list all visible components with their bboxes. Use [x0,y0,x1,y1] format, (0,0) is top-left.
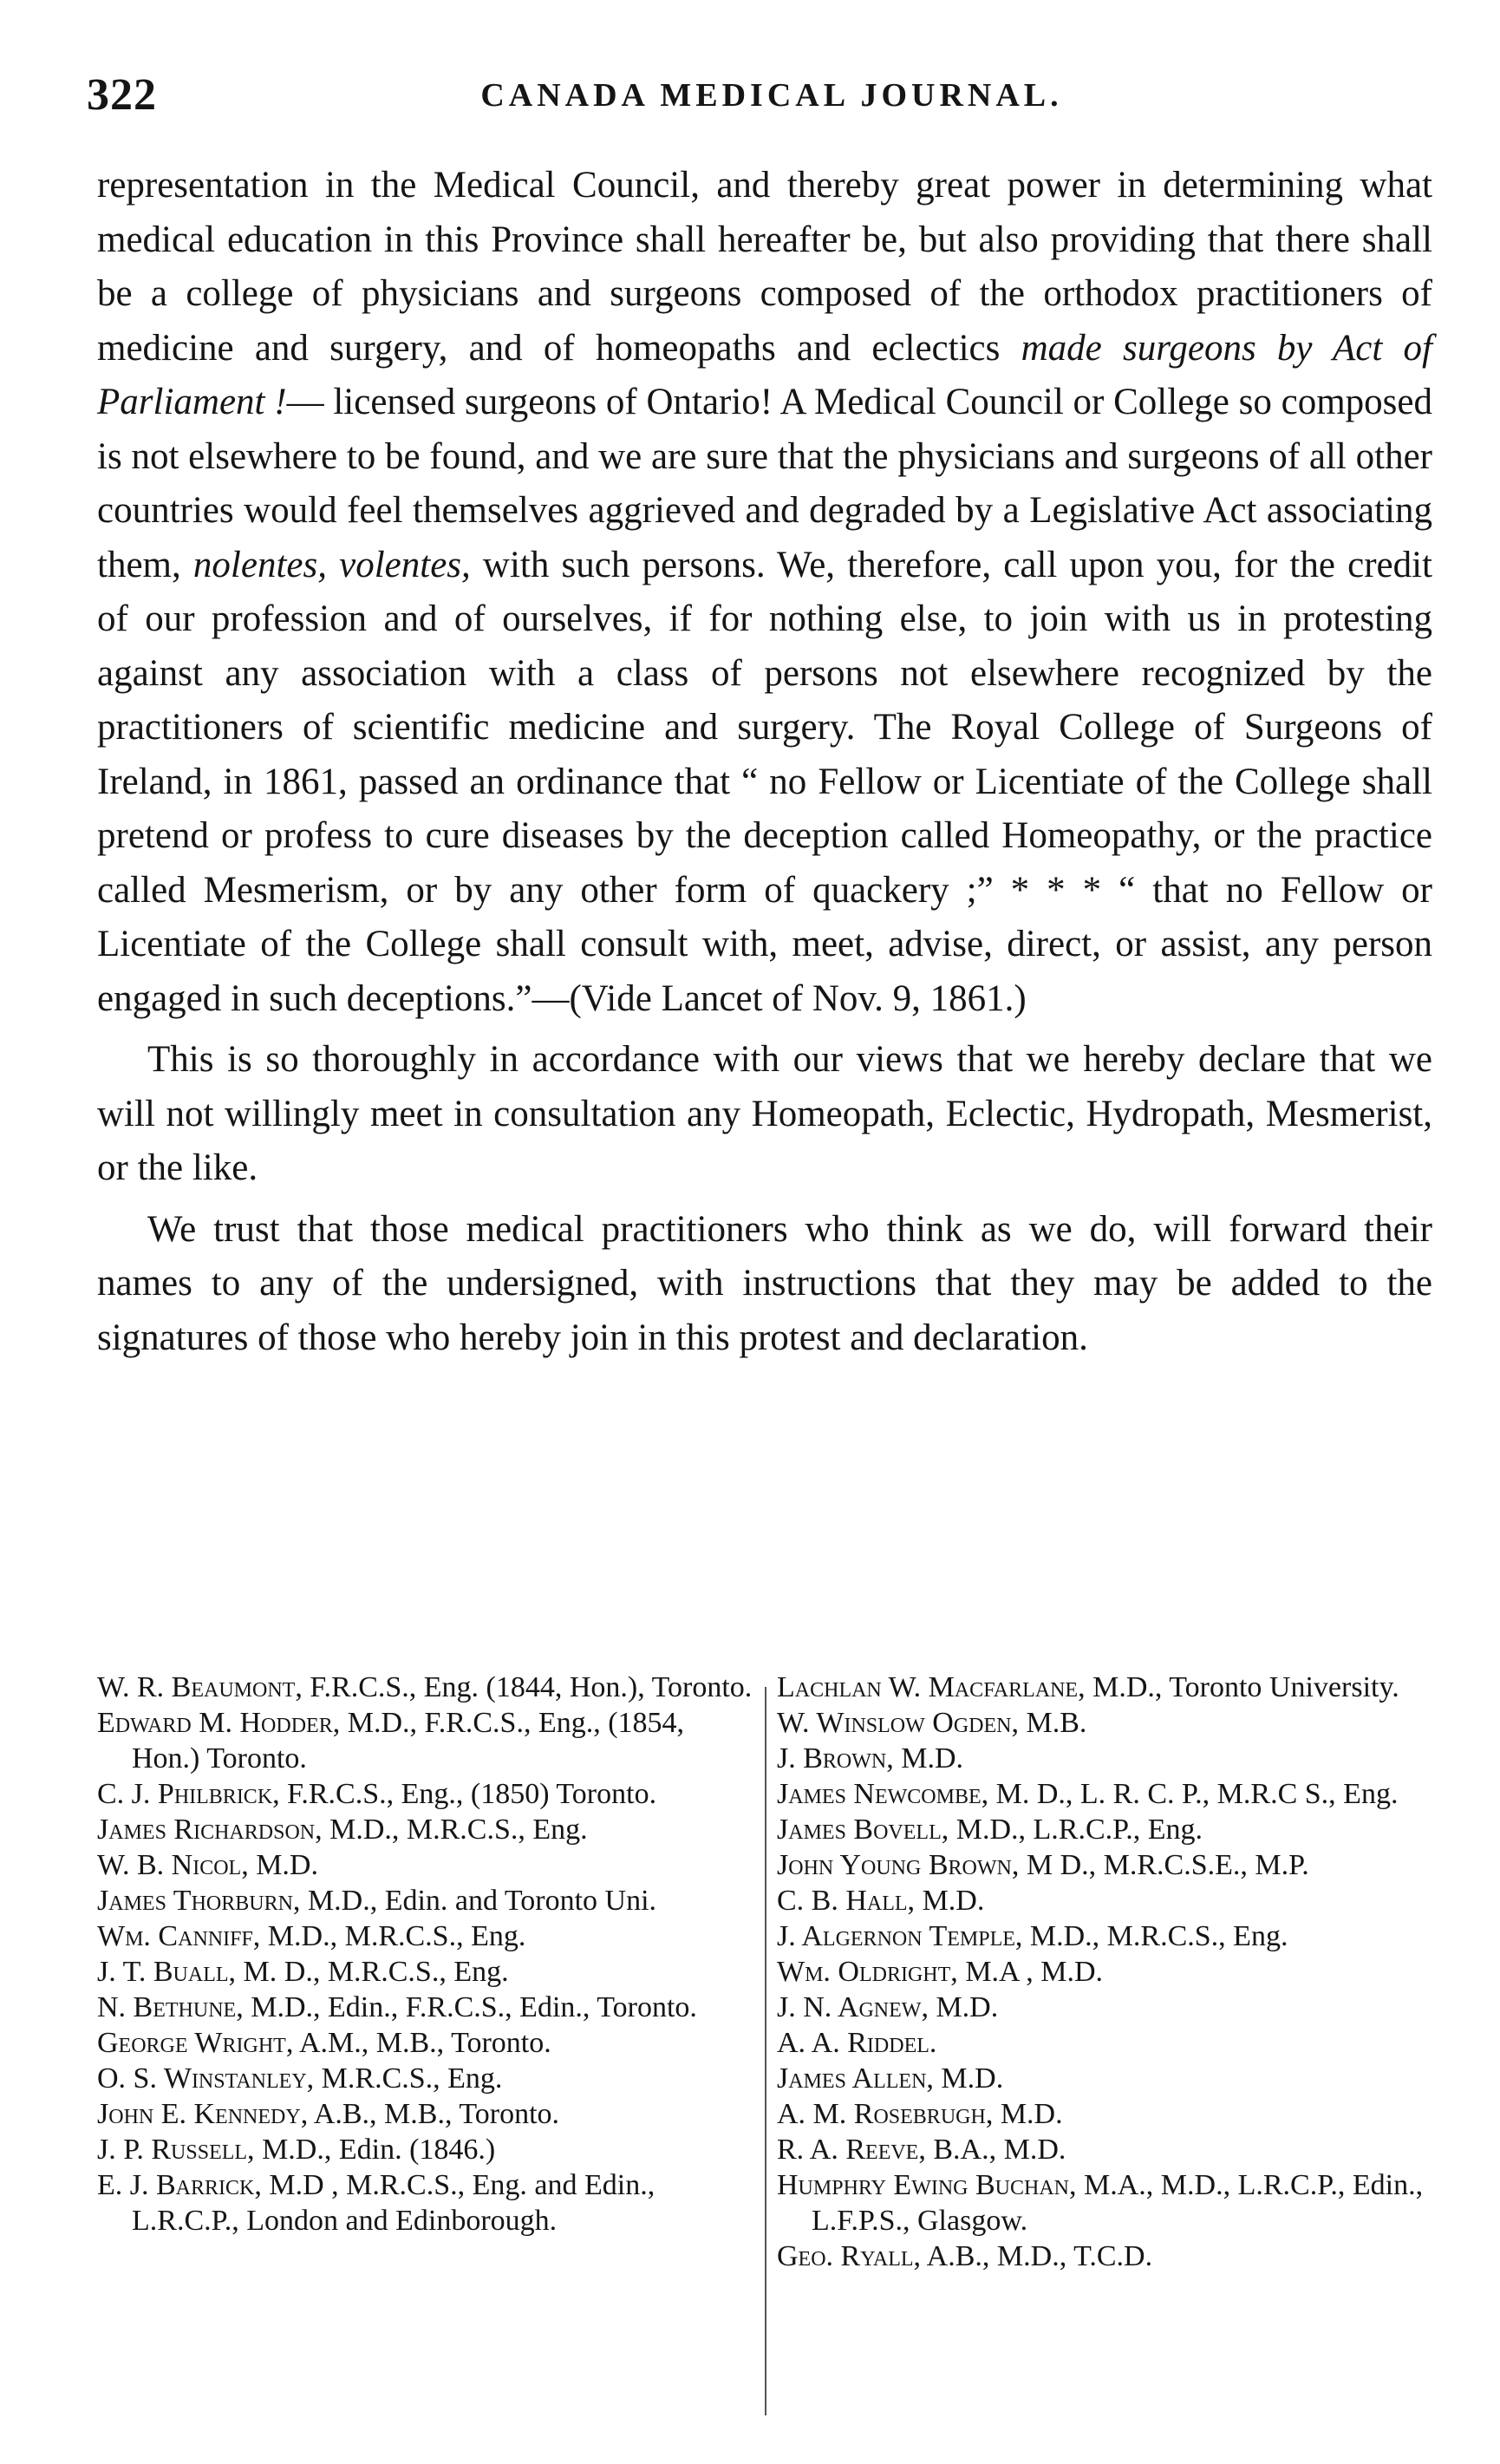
signatory-name: R. A. Reeve, [777,2134,926,2166]
signatory-credentials: F.R.C.S., Eng., (1850) Toronto. [279,1778,657,1810]
paragraph-1-text-a: representation in the Medical Council, and thereby great power in determining what medical education in this Province shall hereafter be, but also providing that there shall be a college of physicians and surgeons composed of the orthodox practitioners of medicine and surgery, and of homeopaths and eclectics [97,165,1432,369]
signature-entry [97,1847,756,1883]
signatory-credentials: M.A., M.D., L.R.C.P., Edin., L.F.P.S., Glasgow. [812,2169,1424,2237]
signature-entry [777,1990,1436,2025]
signature-entry [97,1705,756,1776]
paragraph-3: We trust that those medical practitioners who think as we do, will forward their names to any of the undersigned, with instructions that they may be added to the signatures of those who hereby join in this protest and declaration. [97,1208,1432,1358]
signature-entry [777,1670,1436,1705]
signatures-block [97,1670,1437,2433]
signatory-name: J. T. Buall, [97,1956,237,1988]
signatory-credentials: M.D , M.R.C.S., Eng. and Edin., L.R.C.P., London and Edinborough. [132,2169,655,2237]
signature-entry [97,2025,756,2061]
signatory-credentials: M.D., M.R.C.S., Eng. [322,1814,588,1846]
signatory-credentials: M. D., M.R.C.S., Eng. [236,1956,509,1988]
signatory-name: James Thorburn, [97,1885,301,1917]
signatory-credentials: M.R.C.S., Eng. [314,2062,503,2095]
signatory-credentials: M.D., F.R.C.S., Eng., (1854, Hon.) Toronto. [132,1707,685,1774]
signatory-name: J. N. Agnew, [777,1991,929,2023]
paragraph-1-text-c: with such persons. We, therefore, call upon you, for the credit of our profession and of ourselves, if for nothing else, to join with us in protesting against any association with a class of persons not elsewhere recognized by the practitioners of scientific medicine and surgery. The Royal College of Surgeons of Ireland, in 1861, passed an ordinance that “ no Fellow or Licentiate of the College shall pretend or profess to cure diseases by the deception called Homeopathy, or the practice called Mesmerism, or by any other form of quackery ;” * * * “ that no Fellow or Licentiate of the College shall consult with, meet, advise, direct, or assist, any person engaged in such deceptions.”—(Vide Lancet of Nov. 9, 1861.) [97,544,1432,1019]
signatory-credentials: M.D., Toronto University. [1085,1671,1399,1703]
signatory-credentials: M.D., M.R.C.S., Eng. [1022,1920,1288,1952]
signatory-name: A. A. Riddel. [777,2027,937,2059]
signature-entry [777,2061,1436,2096]
paragraph-2: This is so thoroughly in accordance with our views that we hereby declare that we will not willingly meet in consultation any Homeopath, Eclectic, Hydropath, Mesmerist, or the like. [97,1039,1432,1188]
signature-entry [777,1883,1436,1918]
signatory-credentials: M.B. [1018,1707,1087,1739]
signatory-credentials: F.R.C.S., Eng. (1844, Hon.), Toronto. [302,1671,753,1703]
signatory-credentials: B.A., M.D. [925,2134,1066,2166]
signatory-credentials: A.M., M.B., Toronto. [293,2027,551,2059]
signatory-name: N. Bethune, [97,1991,244,2023]
signatory-credentials: M.D. [248,1849,318,1881]
signatory-name: James Allen, [777,2062,934,2095]
signatory-name: James Bovell, [777,1814,949,1846]
signatory-name: W. B. Nicol, [97,1849,249,1881]
signature-entry [777,1741,1436,1776]
signature-entry [97,1918,756,1954]
running-head: CANADA MEDICAL JOURNAL. [480,77,1063,114]
signature-entry [97,2096,756,2132]
signatures-right-column [777,1670,1436,2274]
signatory-credentials: M.D. [993,2098,1063,2130]
signatory-credentials: M.D., L.R.C.P., Eng. [949,1814,1203,1846]
signatory-credentials: M.D. [893,1742,964,1774]
signatory-name: Humphry Ewing Buchan, [777,2169,1077,2201]
signatory-credentials: M. D., L. R. C. P., M.R.C S., Eng. [988,1778,1399,1810]
paragraph-1-text-b: — licensed surgeons of Ontario! A Medical Council or College so composed is not elsewhere to be found, and we are sure that the physicians and surgeons of all other countries would feel themselves aggrieved and degraded by a Legislative Act associating them, [97,382,1432,585]
signature-entry [97,1990,756,2025]
signature-entry [777,1776,1436,1812]
signatory-credentials: A.B., M.D., T.C.D. [921,2240,1153,2272]
signatory-credentials: M.A , M.D. [957,1956,1104,1988]
signature-entry [777,2096,1436,2132]
signature-entry [97,1776,756,1812]
paragraph-1 [97,159,1432,1026]
signatory-name: John Young Brown, [777,1849,1020,1881]
signatory-credentials: M D., M.R.C.S.E., M.P. [1019,1849,1309,1881]
signature-entry [777,1705,1436,1741]
signatory-name: Edward M. Hodder, [97,1707,341,1739]
signatory-name: Lachlan W. Macfarlane, [777,1671,1086,1703]
signature-entry [777,1847,1436,1883]
signatory-name: C. J. Philbrick, [97,1778,280,1810]
signatory-credentials: M.D., Edin., F.R.C.S., Edin., Toronto. [243,1991,697,2023]
signature-entry [97,2167,756,2239]
signatory-name: E. J. Barrick, [97,2169,262,2201]
signatory-name: J. P. Russell, [97,2134,255,2166]
signatory-credentials: A.B., M.B., Toronto. [308,2098,560,2130]
column-divider [765,1687,766,2415]
signatory-credentials: M.D., M.R.C.S., Eng. [260,1920,526,1952]
signature-entry [777,1918,1436,1954]
signature-entry [777,2167,1436,2239]
paragraph-1-emphasis-b: nolentes, volentes, [192,544,471,585]
signature-entry [97,1812,756,1847]
signature-entry [777,2132,1436,2167]
signature-entry [777,2025,1436,2061]
signatory-name: Geo. Ryall, [777,2240,922,2272]
signatory-name: C. B. Hall, [777,1885,916,1917]
page-number: 322 [87,70,157,120]
signatory-credentials: M.D., Edin. and Toronto Uni. [300,1885,657,1917]
signatory-name: John E. Kennedy, [97,2098,309,2130]
signature-entry [777,1812,1436,1847]
signatory-name: James Richardson, [97,1814,323,1846]
signature-entry [777,2239,1436,2274]
signature-entry [97,1883,756,1918]
paragraph-1-emphasis-a: made surgeons by Act of Parliament ! [97,327,1432,422]
signature-entry [97,2132,756,2167]
signatory-credentials: M.D. [928,1991,999,2023]
signatory-name: J. Algernon Temple, [777,1920,1023,1952]
signature-entry [777,1954,1436,1990]
signatory-name: W. R. Beaumont, [97,1671,303,1703]
signatory-name: J. Brown, [777,1742,894,1774]
signatory-name: James Newcombe, [777,1778,989,1810]
signatory-credentials: M.D. [933,2062,1004,2095]
signatory-name: O. S. Winstanley, [97,2062,315,2095]
signatory-name: Wm. Canniff, [97,1920,261,1952]
signatory-name: A. M. Rosebrugh, [777,2098,994,2130]
signature-entry [97,1670,756,1705]
signatory-name: W. Winslow Ogden, [777,1707,1019,1739]
signatory-name: Wm. Oldright, [777,1956,958,1988]
signatory-credentials: M.D. [915,1885,985,1917]
page-header [87,69,1457,130]
signatory-credentials: M.D., Edin. (1846.) [254,2134,496,2166]
signature-entry [97,1954,756,1990]
article-body [97,159,1432,1365]
signatures-left-column [97,1670,756,2239]
signature-entry [97,2061,756,2096]
signatory-name: George Wright, [97,2027,294,2059]
